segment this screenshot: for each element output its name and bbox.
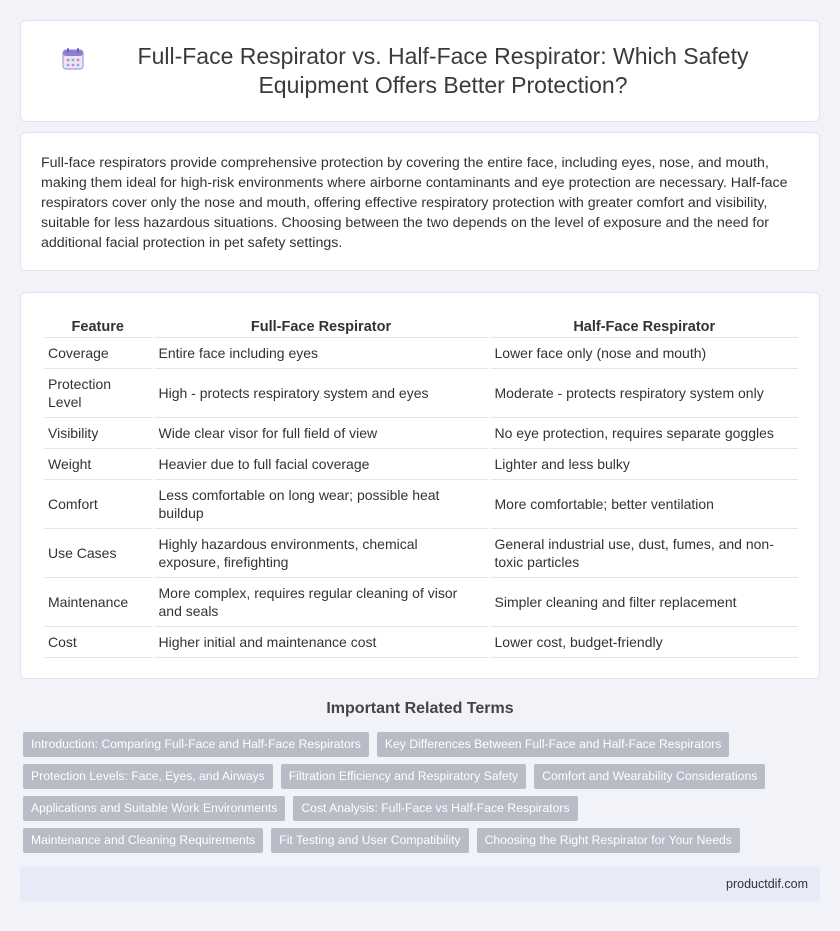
- header-feature: Feature: [44, 313, 153, 337]
- footer-site-link[interactable]: productdif.com: [726, 877, 808, 891]
- header-full-face: Full-Face Respirator: [153, 313, 489, 337]
- row-full-face: More complex, requires regular cleaning of visor and seals: [153, 577, 489, 626]
- related-terms-list: [23, 732, 823, 860]
- title-card: [20, 20, 820, 122]
- row-feature: Maintenance: [44, 577, 153, 626]
- row-half-face: More comfortable; better ventilation: [489, 479, 798, 528]
- row-full-face: Entire face including eyes: [153, 337, 489, 368]
- table-row: [44, 448, 798, 479]
- row-half-face: Lower face only (nose and mouth): [489, 337, 798, 368]
- row-half-face: Simpler cleaning and filter replacement: [489, 577, 798, 626]
- table-row: [44, 528, 798, 577]
- row-feature: Comfort: [44, 479, 153, 528]
- related-term-tag[interactable]: Key Differences Between Full-Face and Half-Face Respirators: [377, 732, 729, 757]
- related-term-tag[interactable]: Comfort and Wearability Considerations: [534, 764, 765, 789]
- header-half-face: Half-Face Respirator: [489, 313, 798, 337]
- row-full-face: High - protects respiratory system and eyes: [153, 368, 489, 417]
- row-half-face: No eye protection, requires separate goggles: [489, 417, 798, 448]
- table-header-row: [44, 313, 798, 337]
- row-feature: Coverage: [44, 337, 153, 368]
- row-half-face: Lighter and less bulky: [489, 448, 798, 479]
- related-term-tag[interactable]: Introduction: Comparing Full-Face and Half-Face Respirators: [23, 732, 369, 757]
- table-row: [44, 479, 798, 528]
- table-row: [44, 417, 798, 448]
- title-wrap: [60, 42, 780, 100]
- row-full-face: Higher initial and maintenance cost: [153, 626, 489, 657]
- row-feature: Protection Level: [44, 368, 153, 417]
- table-row: [44, 577, 798, 626]
- footer: [20, 867, 820, 901]
- page-title: Full-Face Respirator vs. Half-Face Respirator: Which Safety Equipment Offers Better Protection?: [137, 43, 749, 98]
- row-feature: Visibility: [44, 417, 153, 448]
- table-row: [44, 626, 798, 657]
- comparison-table: [44, 313, 798, 658]
- related-term-tag[interactable]: Choosing the Right Respirator for Your Needs: [477, 828, 740, 853]
- row-full-face: Highly hazardous environments, chemical exposure, firefighting: [153, 528, 489, 577]
- related-term-tag[interactable]: Applications and Suitable Work Environments: [23, 796, 285, 821]
- row-full-face: Heavier due to full facial coverage: [153, 448, 489, 479]
- related-term-tag[interactable]: Filtration Efficiency and Respiratory Safety: [281, 764, 526, 789]
- row-feature: Use Cases: [44, 528, 153, 577]
- table-row: [44, 368, 798, 417]
- comparison-table-card: [20, 292, 820, 679]
- table-row: [44, 337, 798, 368]
- row-feature: Cost: [44, 626, 153, 657]
- related-term-tag[interactable]: Fit Testing and User Compatibility: [271, 828, 468, 853]
- related-term-tag[interactable]: Protection Levels: Face, Eyes, and Airways: [23, 764, 273, 789]
- row-half-face: Moderate - protects respiratory system only: [489, 368, 798, 417]
- calendar-icon: [60, 46, 86, 72]
- related-term-tag[interactable]: Maintenance and Cleaning Requirements: [23, 828, 263, 853]
- related-term-tag[interactable]: Cost Analysis: Full-Face vs Half-Face Respirators: [293, 796, 577, 821]
- intro-paragraph: Full-face respirators provide comprehensive protection by covering the entire face, including eyes, nose, and mouth, making them ideal for high-risk environments where airborne contaminants and eye protection are necessary. Half-face respirators cover only the nose and mouth, offering effective respiratory protection with greater comfort and visibility, suitable for less hazardous situations. Choosing between the two depends on the level of exposure and the need for additional facial protection in pet safety settings.: [41, 155, 788, 251]
- row-half-face: General industrial use, dust, fumes, and non-toxic particles: [489, 528, 798, 577]
- row-half-face: Lower cost, budget-friendly: [489, 626, 798, 657]
- row-full-face: Wide clear visor for full field of view: [153, 417, 489, 448]
- row-full-face: Less comfortable on long wear; possible heat buildup: [153, 479, 489, 528]
- row-feature: Weight: [44, 448, 153, 479]
- related-terms-heading: Important Related Terms: [326, 700, 514, 717]
- intro-card: [20, 132, 820, 271]
